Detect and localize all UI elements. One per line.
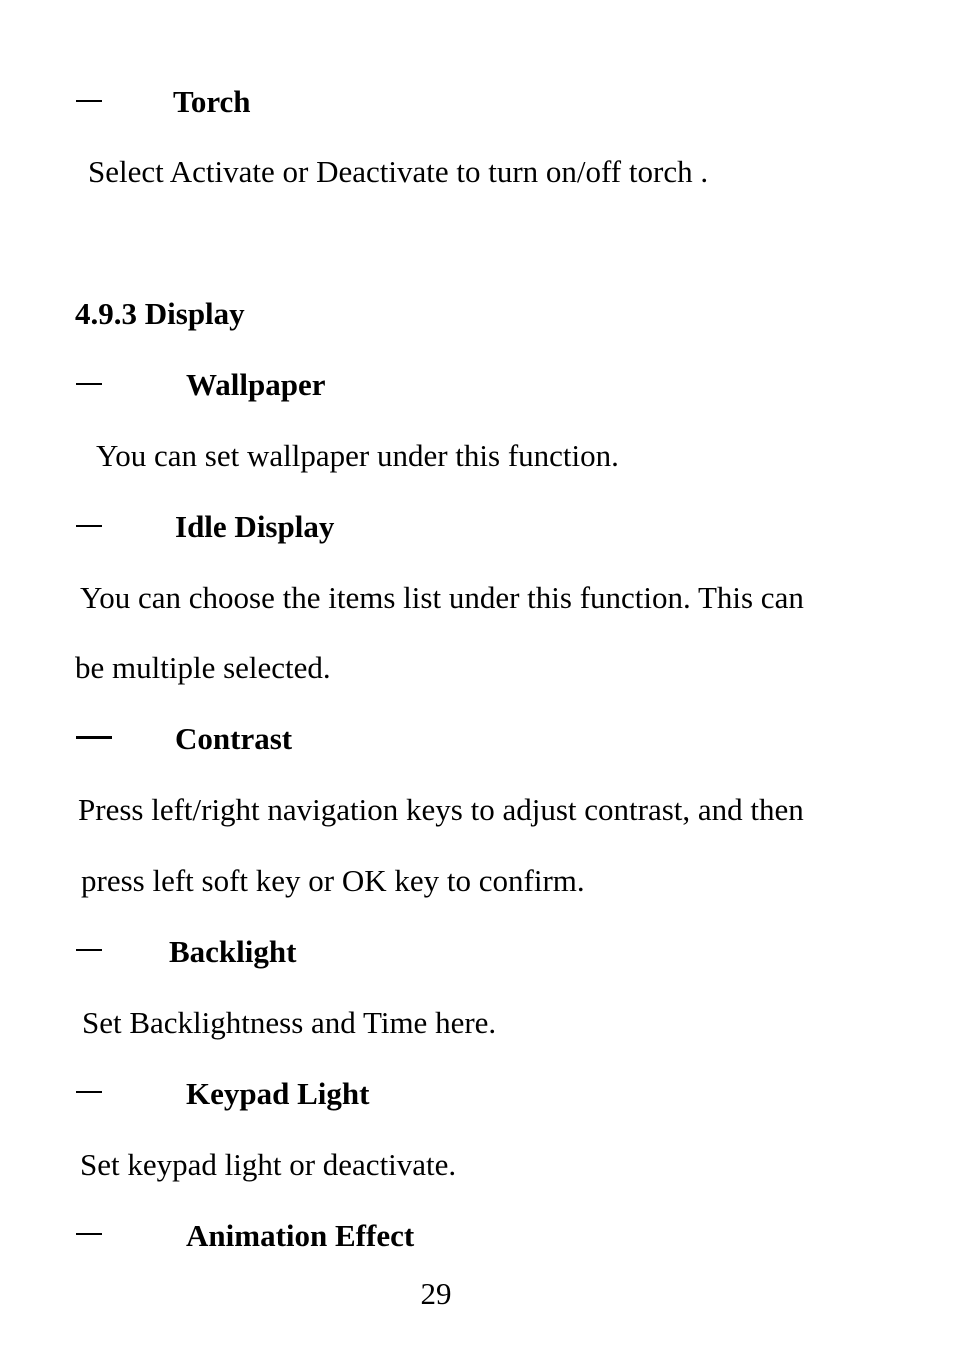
- bullet-dash-icon: [76, 1233, 102, 1235]
- keypad-light-description: Set keypad light or deactivate.: [80, 1147, 457, 1182]
- idle-display-description-line2: be multiple selected.: [75, 650, 331, 685]
- contrast-description-line1: Press left/right navigation keys to adjust contrast, and then: [78, 792, 804, 827]
- contrast-description-line2: press left soft key or OK key to confirm.: [81, 863, 585, 898]
- keypad-light-heading: Keypad Light: [186, 1076, 370, 1111]
- wallpaper-heading: Wallpaper: [186, 367, 326, 402]
- bullet-dash-icon: [76, 736, 112, 739]
- torch-description: Select Activate or Deactivate to turn on/off torch .: [88, 154, 709, 189]
- bullet-dash-icon: [76, 1091, 102, 1093]
- page-number: 29: [420, 1276, 452, 1311]
- bullet-dash-icon: [76, 949, 102, 951]
- wallpaper-description: You can set wallpaper under this function.: [96, 438, 619, 473]
- bullet-dash-icon: [76, 383, 102, 385]
- backlight-heading: Backlight: [169, 934, 297, 969]
- backlight-description: Set Backlightness and Time here.: [82, 1005, 497, 1040]
- animation-effect-heading: Animation Effect: [186, 1218, 415, 1253]
- display-section-heading: 4.9.3 Display: [75, 296, 245, 331]
- idle-display-description-line1: You can choose the items list under this function. This can: [80, 580, 804, 615]
- idle-display-heading: Idle Display: [175, 509, 335, 544]
- torch-heading: Torch: [173, 84, 251, 119]
- bullet-dash-icon: [76, 525, 102, 527]
- bullet-dash-icon: [76, 100, 102, 102]
- contrast-heading: Contrast: [175, 721, 293, 756]
